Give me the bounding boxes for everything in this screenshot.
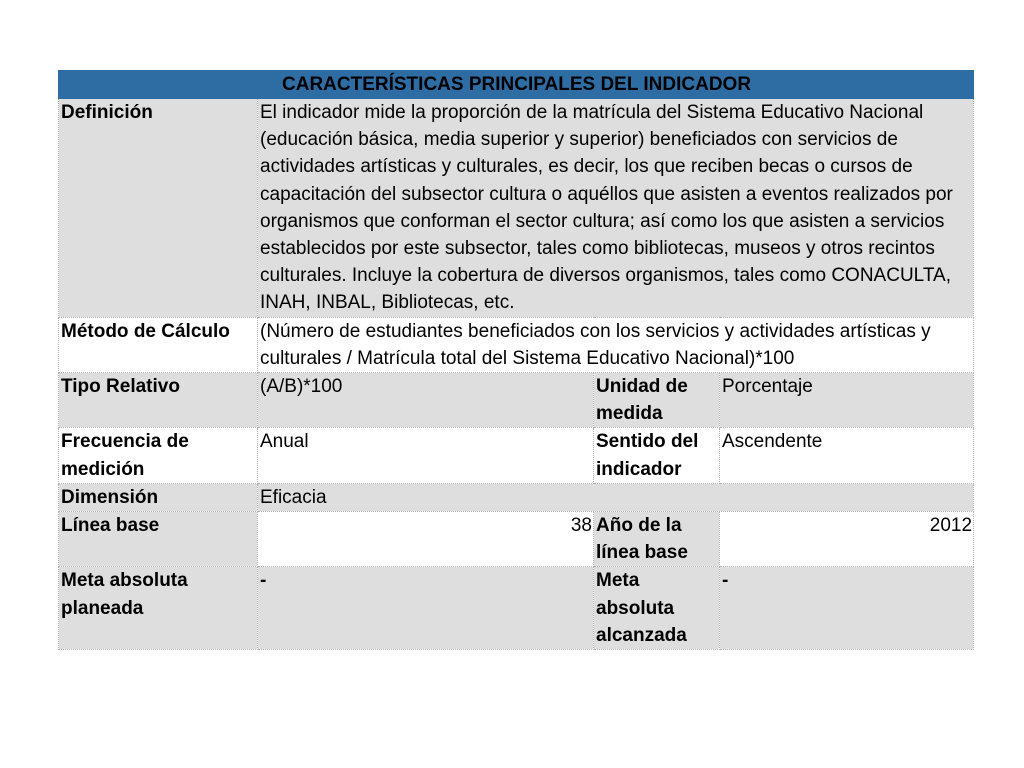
meta-planeada-label: Meta absoluta planeada: [59, 567, 258, 650]
definicion-label: Definición: [59, 99, 258, 318]
meta-alcanzada-value: -: [720, 567, 974, 650]
tipo-label: Tipo Relativo: [59, 373, 258, 428]
tipo-value: (A/B)*100: [258, 373, 594, 428]
row-linea-base: [59, 512, 974, 567]
linea-base-label: Línea base: [59, 512, 258, 567]
row-definicion: [59, 99, 974, 318]
frecuencia-value: Anual: [258, 428, 594, 483]
dimension-label: Dimensión: [59, 483, 258, 511]
row-tipo: [59, 373, 974, 428]
meta-alcanzada-label: Meta absoluta alcanzada: [594, 567, 720, 650]
table-header-row: [59, 71, 974, 99]
dimension-value: Eficacia: [258, 483, 974, 511]
sentido-value: Ascendente: [720, 428, 974, 483]
frecuencia-label: Frecuencia de medición: [59, 428, 258, 483]
row-frecuencia: [59, 428, 974, 483]
metodo-label: Método de Cálculo: [59, 317, 258, 372]
sentido-label: Sentido del indicador: [594, 428, 720, 483]
table-title: CARACTERÍSTICAS PRINCIPALES DEL INDICADOR: [59, 71, 974, 99]
linea-base-value: 38: [258, 512, 594, 567]
metodo-value: (Número de estudiantes beneficiados con los servicios y actividades artísticas y culturales / Matrícula total del Sistema Educativo Nacional)*100: [258, 317, 974, 372]
unidad-value: Porcentaje: [720, 373, 974, 428]
row-dimension: [59, 483, 974, 511]
indicator-table: [58, 70, 974, 650]
meta-planeada-value: -: [258, 567, 594, 650]
anio-linea-base-value: 2012: [720, 512, 974, 567]
row-metodo: [59, 317, 974, 372]
anio-linea-base-label: Año de la línea base: [594, 512, 720, 567]
unidad-label: Unidad de medida: [594, 373, 720, 428]
definicion-value: El indicador mide la proporción de la matrícula del Sistema Educativo Nacional (educación básica, media superior y superior) beneficiados con servicios de actividades artísticas y culturales, es decir, los que reciben becas o cursos de capacitación del subsector cultura o aquéllos que asisten a eventos realizados por organismos que conforman el sector cultura; así como los que asisten a servicios establecidos por este subsector, tales como bibliotecas, museos y otros recintos culturales. Incluye la cobertura de diversos organismos, tales como CONACULTA, INAH, INBAL, Bibliotecas, etc.: [258, 99, 974, 318]
row-meta: [59, 567, 974, 650]
